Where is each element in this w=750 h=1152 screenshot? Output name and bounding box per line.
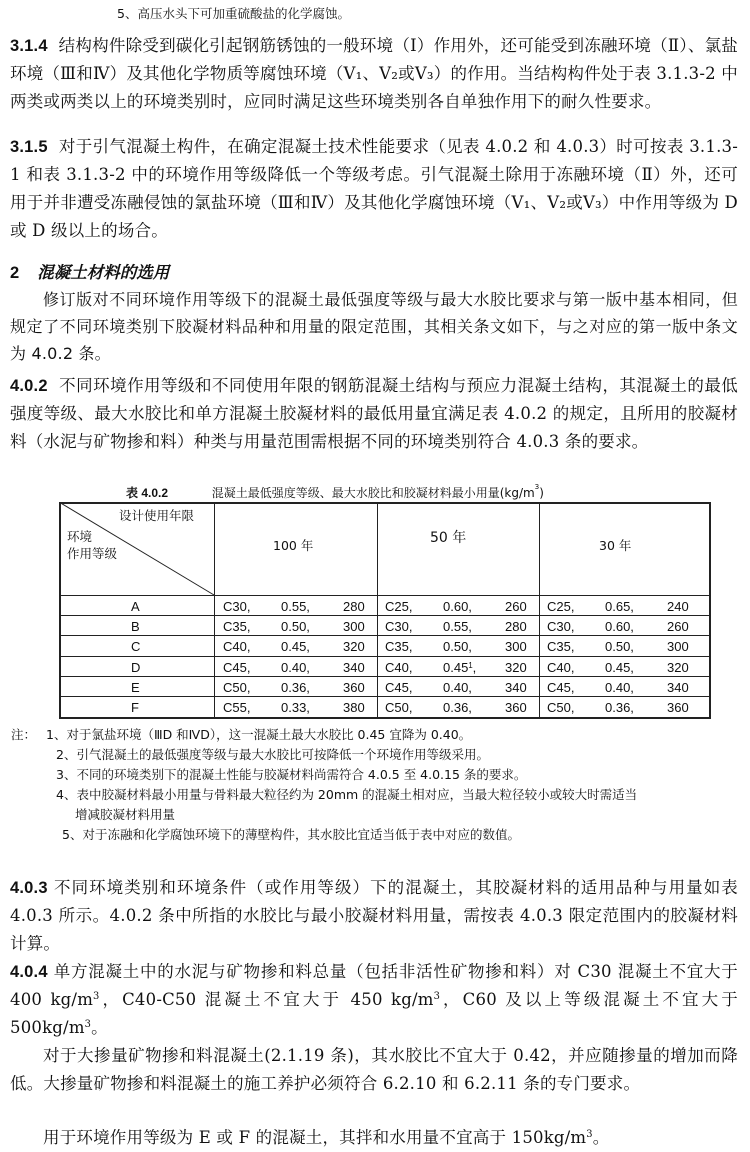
table-cell: 0.40, bbox=[443, 680, 472, 695]
table-cell: C35, bbox=[547, 639, 575, 654]
table-title: 混凝土最低强度等级、最大水胶比和胶凝材料最小用量(kg/m bbox=[211, 486, 535, 500]
table-cell: C45, bbox=[223, 660, 251, 675]
table-cell: 0.60, bbox=[443, 599, 472, 614]
clause-number: 3.1.4 bbox=[10, 37, 48, 55]
table-cell: 0.50, bbox=[605, 639, 634, 654]
unit-sup: 3 bbox=[84, 1019, 92, 1031]
table-cell: 0.36, bbox=[605, 700, 634, 715]
clause-4-0-2 bbox=[10, 372, 738, 456]
table-cell: 300 bbox=[667, 639, 689, 654]
paragraph-water-text: 用于环境作用等级为 E 或 F 的混凝土，其拌和水用量不宜高于 150kg/m bbox=[43, 1128, 587, 1147]
table-cell: 280 bbox=[505, 619, 527, 634]
table-row-rule bbox=[59, 615, 711, 616]
table-caption bbox=[126, 481, 544, 501]
table-cell: C40, bbox=[547, 660, 575, 675]
table-cell: C55, bbox=[223, 700, 251, 715]
table-cell: C30, bbox=[385, 619, 413, 634]
table-cell: 320 bbox=[505, 660, 527, 675]
table-cell: 0.40, bbox=[605, 680, 634, 695]
table-cell: C50, bbox=[223, 680, 251, 695]
table-cell: C45, bbox=[547, 680, 575, 695]
table-cell: 320 bbox=[667, 660, 689, 675]
clause-text-d: 。 bbox=[91, 1018, 108, 1037]
table-cell: 300 bbox=[505, 639, 527, 654]
table-cell: 0.50, bbox=[443, 639, 472, 654]
table-cell: 360 bbox=[343, 680, 365, 695]
table-cell: C40, bbox=[385, 660, 413, 675]
clause-3-1-5 bbox=[10, 133, 738, 245]
table-note-4-cont: 增减胶凝材料用量 bbox=[75, 807, 176, 822]
clause-text: 结构构件除受到碳化引起钢筋锈蚀的一般环境（Ⅰ）作用外，还可能受到冻融环境（Ⅱ）、氯盐环境（Ⅲ和Ⅳ）及其他化学物质等腐蚀环境（V₁、V₂或V₃）的作用。当结构构件处于表 3.1.3-2 中两类或两类以上的环境类别时，应同时满足这些环境类别各自单独作用下的耐久性要求。 bbox=[10, 36, 738, 111]
section-title: 混凝土材料的选用 bbox=[37, 263, 170, 282]
table-title-end: ) bbox=[539, 486, 544, 500]
table-cell: C30, bbox=[547, 619, 575, 634]
table-cell: 320 bbox=[343, 639, 365, 654]
paragraph-water bbox=[10, 1124, 738, 1152]
clause-3-1-4 bbox=[10, 32, 738, 116]
clause-text-c: ，C60 及以上等级混凝土不宜大于 500kg/m bbox=[10, 990, 739, 1037]
table-cell: 0.60, bbox=[605, 619, 634, 634]
table-cell: 0.55, bbox=[281, 599, 310, 614]
column-header-30: 30 年 bbox=[599, 538, 632, 553]
table-cell: 240 bbox=[667, 599, 689, 614]
table-cell: 340 bbox=[343, 660, 365, 675]
clause-text-b: ，C40-C50 混凝土不宜大于 450 kg/m bbox=[99, 990, 434, 1009]
table-cell: 280 bbox=[343, 599, 365, 614]
unit-sup: 3 bbox=[93, 991, 100, 1003]
table-notes-lead: 注： bbox=[11, 727, 37, 742]
section-number: 2 bbox=[10, 264, 20, 282]
corner-header-left-1: 环境 bbox=[67, 529, 93, 544]
table-cell: 0.55, bbox=[443, 619, 472, 634]
unit-sup: 3 bbox=[586, 1129, 593, 1141]
table-note-3: 3、不同的环境类别下的混凝土性能与胶凝材料尚需符合 4.0.5 至 4.0.15 条的要求。 bbox=[56, 767, 527, 782]
table-row-rule bbox=[59, 656, 711, 657]
table-cell: 340 bbox=[667, 680, 689, 695]
table-cell-grade: F bbox=[131, 700, 139, 715]
clause-4-0-3 bbox=[10, 874, 738, 958]
table-cell: C30, bbox=[223, 599, 251, 614]
table-col-rule bbox=[539, 502, 540, 719]
clause-text-a: 单方混凝土中的水泥与矿物掺和料总量（包括非活性矿物掺和料）对 C30 混凝土不宜大于 400 kg/m bbox=[10, 962, 738, 1009]
table-cell: 0.45, bbox=[605, 660, 634, 675]
table-col-rule bbox=[377, 502, 378, 719]
table-note-1: 1、对于氯盐环境（ⅢD 和ⅣD），这一混凝土最大水胶比 0.45 宜降为 0.40。 bbox=[46, 727, 472, 742]
table-cell: 340 bbox=[505, 680, 527, 695]
table-cell: C50, bbox=[547, 700, 575, 715]
table-cell: C25, bbox=[385, 599, 413, 614]
table-cell: C35, bbox=[223, 619, 251, 634]
table-cell-grade: D bbox=[131, 660, 141, 675]
table-row-rule bbox=[59, 676, 711, 677]
table-row-rule bbox=[59, 696, 711, 697]
table-cell: 0.45, bbox=[281, 639, 310, 654]
table-number: 表 4.0.2 bbox=[126, 486, 169, 500]
clause-number: 4.0.3 bbox=[10, 879, 48, 897]
corner-header-left-2: 作用等级 bbox=[67, 546, 118, 561]
column-header-50: 50 年 bbox=[430, 530, 467, 546]
corner-header-top: 设计使用年限 bbox=[119, 508, 195, 523]
clause-4-0-4 bbox=[10, 958, 738, 1042]
paragraph-high-volume: 对于大掺量矿物掺和料混凝土(2.1.19 条)，其水胶比不宜大于 0.42，并应随掺量的增加而降低。大掺量矿物掺和料混凝土的施工养护必须符合 6.2.10 和 6.2.11 条的专门要求。 bbox=[10, 1046, 738, 1093]
table-cell-grade: C bbox=[131, 639, 141, 654]
section-heading bbox=[10, 259, 169, 283]
paragraph-water-end: 。 bbox=[592, 1128, 610, 1147]
table-cell: 0.36, bbox=[281, 680, 310, 695]
table-cell: C40, bbox=[223, 639, 251, 654]
table-cell: 300 bbox=[343, 619, 365, 634]
table-cell: 0.40, bbox=[281, 660, 310, 675]
column-header-100: 100 年 bbox=[273, 538, 314, 553]
footnote-marker: 1 bbox=[468, 660, 473, 670]
table-cell: 260 bbox=[667, 619, 689, 634]
table-cell: 0.45$^1$, bbox=[443, 660, 477, 675]
table-cell: 0.36, bbox=[443, 700, 472, 715]
table-4-0-2 bbox=[59, 502, 711, 719]
clause-number: 4.0.2 bbox=[10, 377, 48, 395]
table-cell: 260 bbox=[505, 599, 527, 614]
table-border-right bbox=[709, 502, 711, 719]
table-cell: 380 bbox=[343, 700, 365, 715]
table-cell: 360 bbox=[667, 700, 689, 715]
table-cell-grade: E bbox=[131, 680, 140, 695]
clause-text: 不同环境类别和环境条件（或作用等级）下的混凝土，其胶凝材料的适用品种与用量如表 4.0.3 所示。4.0.2 条中所指的水胶比与最小胶凝材料用量，需按表 4.0.3 限定范围内的胶凝材料计算。 bbox=[10, 878, 738, 953]
table-cell: 0.50, bbox=[281, 619, 310, 634]
table-note-4: 4、表中胶凝材料最小用量与骨料最大粒径约为 20mm 的混凝土相对应，当最大粒径较小或较大时需适当 bbox=[56, 787, 638, 802]
table-cell: C25, bbox=[547, 599, 575, 614]
table-cell: 360 bbox=[505, 700, 527, 715]
table-cell-grade: A bbox=[131, 599, 140, 614]
table-row-rule bbox=[59, 635, 711, 636]
table-cell: 0.33, bbox=[281, 700, 310, 715]
table-cell: C35, bbox=[385, 639, 413, 654]
clause-text: 对于引气混凝土构件，在确定混凝土技术性能要求（见表 4.0.2 和 4.0.3）时可按表 3.1.3-1 和表 3.1.3-2 中的环境作用等级降低一个等级考虑。引气混凝土除用于冻融环境（Ⅱ）外，还可用于并非遭受冻融侵蚀的氯盐环境（Ⅲ和Ⅳ）及其他化学腐蚀环境（V₁、V₂或V₃）中作用等级为 D 或 D 级以上的场合。 bbox=[10, 137, 738, 240]
footnote-tail: , bbox=[472, 660, 477, 675]
clause-text: 不同环境作用等级和不同使用年限的钢筋混凝土结构与预应力混凝土结构，其混凝土的最低强度等级、最大水胶比和单方混凝土胶凝材料的最低用量宜满足表 4.0.2 的规定，且所用的胶凝材料（水泥与矿物掺和料）种类与用量范围需根据不同的环境类别符合 4.0.3 条的要求。 bbox=[10, 376, 739, 451]
section-2-paragraph: 修订版对不同环境作用等级下的混凝土最低强度等级与最大水胶比要求与第一版中基本相同，但规定了不同环境类别下胶凝材料品种和用量的限定范围，其相关条文如下，与之对应的第一版中条文为 4.0.2 条。 bbox=[10, 290, 738, 363]
unit-sup: 3 bbox=[433, 991, 441, 1003]
clause-number: 3.1.5 bbox=[10, 138, 48, 156]
table-cell: C45, bbox=[385, 680, 413, 695]
table-title-sup: 3 bbox=[534, 481, 540, 491]
table-note-2: 2、引气混凝土的最低强度等级与最大水胶比可按降低一个环境作用等级采用。 bbox=[56, 747, 489, 762]
table-cell: 0.65, bbox=[605, 599, 634, 614]
clause-number: 4.0.4 bbox=[10, 963, 48, 981]
table-note-5: 5、对于冻融和化学腐蚀环境下的薄壁构件，其水胶比宜适当低于表中对应的数值。 bbox=[62, 827, 520, 842]
table-cell: C50, bbox=[385, 700, 413, 715]
table-border-bottom bbox=[59, 717, 711, 719]
table-cell-grade: B bbox=[131, 619, 140, 634]
note-item-5-top: 5、高压水头下可加重硫酸盐的化学腐蚀。 bbox=[117, 6, 350, 21]
